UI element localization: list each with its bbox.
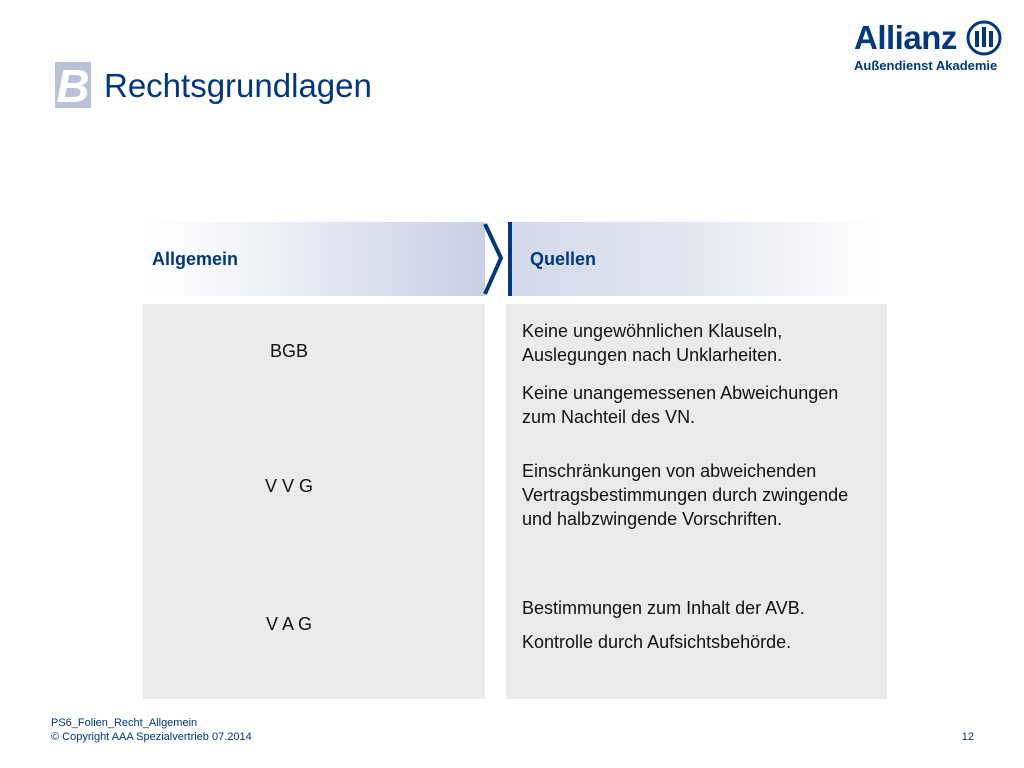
source-text-3: Einschränkungen von abweichenden Vertragsbestimmungen durch zwingende und halbzwingende Vorschriften. (522, 461, 849, 529)
allianz-eagle-icon (966, 20, 1002, 56)
page-title: Rechtsgrundlagen (104, 67, 372, 104)
section-letter: B (56, 62, 90, 108)
column-header-allgemein: Allgemein (152, 249, 239, 269)
footer (51, 716, 252, 744)
allianz-logo (852, 18, 1004, 78)
source-text-1: Keine ungewöhnlichen Klauseln, Auslegungen nach Unklarheiten. (522, 321, 783, 365)
source-text-2: Keine unangemessenen Abweichungen zum Nachteil des VN. (522, 383, 839, 427)
logo-subtitle: Außendienst Akademie (854, 58, 998, 73)
law-bgb: BGB (269, 341, 308, 361)
logo-brand-text: Allianz (854, 19, 957, 56)
source-text-5: Kontrolle durch Aufsichtsbehörde. (522, 632, 792, 652)
law-vag: V A G (265, 614, 313, 634)
page-number: 12 (961, 731, 974, 743)
law-vvg: V V G (264, 476, 313, 496)
column-header-quellen: Quellen (530, 249, 597, 269)
laws-panel (143, 304, 485, 699)
footer-filename: PS6_Folien_Recht_Allgemein (51, 717, 198, 729)
chevron-separator-icon (482, 220, 516, 298)
source-text-4: Bestimmungen zum Inhalt der AVB. (522, 598, 805, 618)
footer-copyright: © Copyright AAA Spezialvertrieb 07.2014 (51, 731, 252, 743)
section-badge (55, 62, 91, 108)
